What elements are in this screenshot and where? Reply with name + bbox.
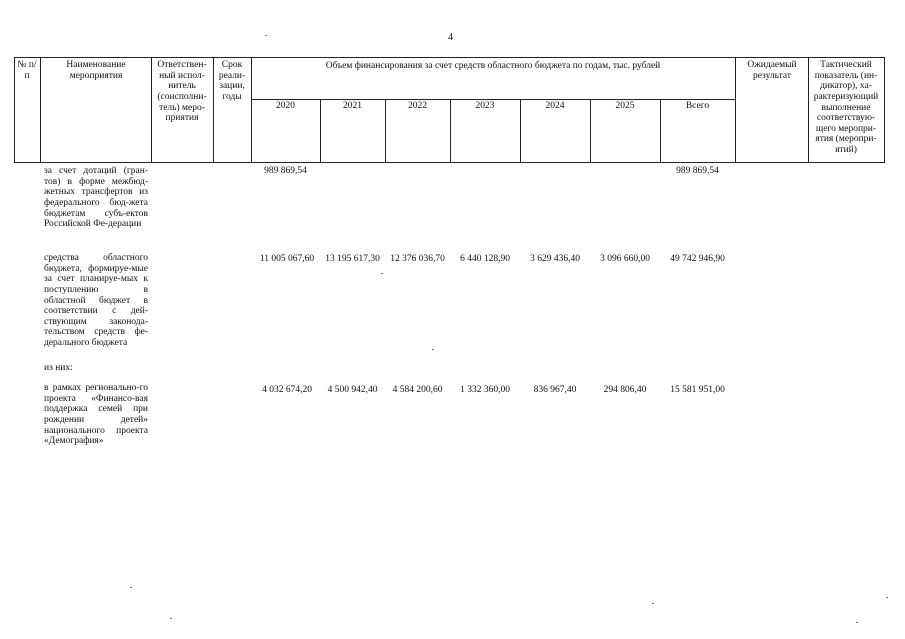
row-regional-project-total: 15 581 951,00	[670, 385, 725, 395]
header-result: Ожидаемый результат	[747, 60, 797, 81]
header-funding: Объем финансирования за счет средств областного бюджета по годам, тыс. рублей	[325, 61, 661, 71]
year-2025: 2025	[615, 101, 635, 111]
year-total: Всего	[685, 101, 710, 111]
row-regional-budget-total: 49 742 946,90	[670, 254, 725, 264]
row-of-which-name: из них:	[44, 363, 73, 373]
row-regional-project-2020: 4 032 674,20	[262, 385, 312, 395]
year-2024: 2024	[545, 101, 565, 111]
header-name: Наименование мероприятия	[66, 60, 126, 81]
row-regional-project-2022: 4 584 200,60	[392, 385, 443, 395]
page-number: 4	[448, 32, 453, 43]
row-regional-budget-2022: 12 376 036,70	[390, 254, 445, 264]
row-regional-budget-2024: 3 629 436,40	[530, 254, 580, 264]
year-2021: 2021	[343, 101, 362, 111]
year-2022: 2022	[408, 101, 427, 111]
row-regional-budget-2020: 11 005 067,60	[259, 254, 315, 264]
row-regional-budget-2025: 3 096 660,00	[600, 254, 650, 264]
row-regional-budget-2023: 6 440 128,90	[460, 254, 510, 264]
header-responsible: Ответствен-ный испол-нитель (соисполни-тель) меро-приятия	[157, 60, 207, 124]
header-period: Срок реали-зации, годы	[218, 60, 246, 102]
row-regional-budget-2021: 13 195 617,30	[325, 254, 380, 264]
row-regional-project-2024: 836 967,40	[533, 385, 577, 395]
row-grants-total: 989 869,54	[676, 166, 719, 176]
row-regional-budget-name: средства областного бюджета, формируе-мые за счет планируе-мых к поступлению в областной бюджет в соответствии с дей-ствующим законода-тельством средств фе-дерального бюджета	[44, 253, 148, 348]
row-regional-project-name: в рамках регионально-го проекта «Финансо-вая поддержка семей при рождении детей» национального проекта «Демография»	[44, 383, 148, 447]
year-2020: 2020	[276, 101, 295, 111]
row-regional-project-2025: 294 806,40	[603, 385, 647, 395]
header-indicator: Тактический показатель (ин-дикатор), ха-рактеризующий выполнение соответствую-щего меропри-ятия (меропри-ятий)	[813, 60, 879, 155]
row-grants-name: за счет дотаций (гран-тов) в форме межбюд-жетных трансфертов из федерального бюд-жета бюджетам субъ-ектов Российской Фе-дерации	[44, 166, 148, 230]
row-regional-project-2021: 4 500 942,40	[327, 385, 378, 395]
year-2023: 2023	[475, 101, 495, 111]
row-regional-project-2023: 1 332 360,00	[460, 385, 510, 395]
header-num: № п/п	[17, 60, 37, 81]
row-grants-2020: 989 869,54	[264, 166, 307, 176]
